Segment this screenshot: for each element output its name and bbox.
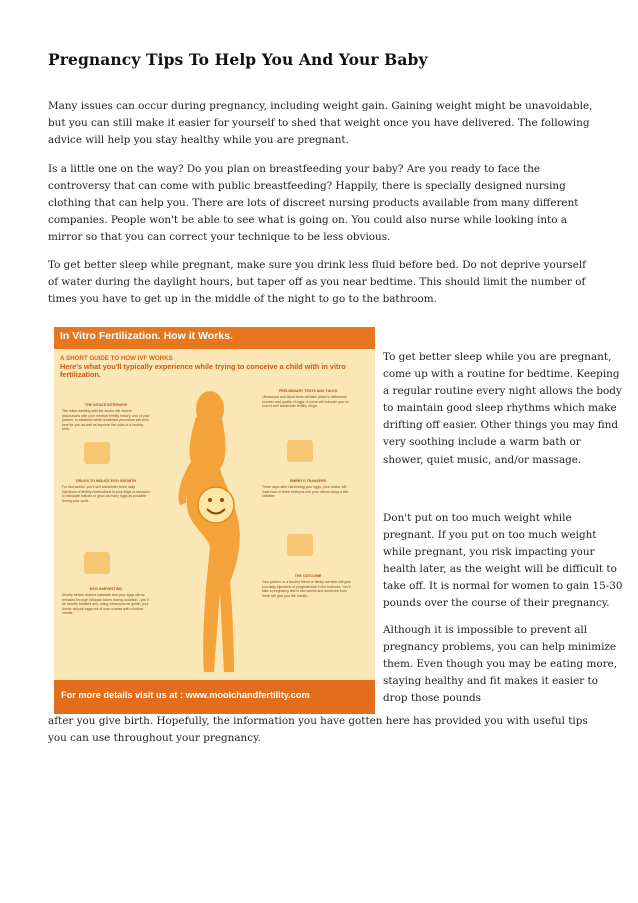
step-outcome: THE OUTCOME Your partner or a trusted friend or family member will give you daily injections of progesterone in the buttocks. You'll take a pregnancy test in two weeks and someone from there will give you the results. <box>262 574 351 598</box>
article-title: Pregnancy Tips To Help You And Your Baby <box>48 50 428 69</box>
closing-paragraph: after you give birth. Hopefully, the information you have gotten here has provided you with useful tips you can use throughout your pregnancy. <box>48 715 588 745</box>
step-embryo-transfer: EMBRYO TRANSFER Three days after harvesting your eggs, your doctor will insert two or three embryos into your uterus using a thin catheter. <box>262 479 349 498</box>
side-paragraph-1: To get better sleep while you are pregnant, come up with a routine for bedtime. Keeping a regular routine every night allows the body to maintain good sleep rhythms which make drifting off easier. Other things you may find very soothing include a warm bath or shower, quiet music, and/or massage. <box>383 351 622 466</box>
step-drugs-egg-growth: DRUGS TO INDUCE EGG GROWTH For two weeks, you'll self administer three daily injections of fertility medications in your thigh or stomach to stimulate follicles to grow as many eggs as possible during your cycle. <box>62 479 150 503</box>
smiley-icon <box>198 487 234 523</box>
side-paragraph-2: Don't put on too much weight while pregnant. If you put on too much weight while pregnant, you risk impacting your health later, as the weight will be difficult to take off. It is normal for women to gain 15-30 pounds over the course of their pregnancy. <box>383 512 623 610</box>
infographic-title: In Vitro Fertilization. How it Works. <box>60 330 233 342</box>
paragraph-3: To get better sleep while pregnant, make sure you drink less fluid before bed. Do not deprive yourself of water during the daylight hours, but taper off as you near bedtime. This should limit the number of times you have to get up in the middle of the night to go to the bathroom. <box>48 259 587 306</box>
clipboard-icon <box>84 442 110 464</box>
infographic-footer-link: For more details visit us at : www.moolchandfertility.com <box>61 690 310 700</box>
infographic-header <box>54 327 375 349</box>
ivf-infographic <box>54 327 375 714</box>
infographic-intro: Here's what you'll typically experience while trying to conceive a child with in vitro fertilization. <box>60 362 346 380</box>
step-preliminary-tests: PRELIMINARY TESTS AND TALKS Ultrasound and blood tests will take place to determine number and quality of eggs. A nurse will educate you on how to self administer fertility drugs. <box>262 389 349 408</box>
infographic-subtitle: A SHORT GUIDE TO HOW IVF WORKS <box>60 355 173 362</box>
syringe-icon <box>84 552 110 574</box>
paragraph-2: Is a little one on the way? Do you plan on breastfeeding your baby? Are you ready to face the controversy that can come with public breastfeeding? Happily, there is specially designed nursing clothing that can help you. There are lots of discreet nursing products available from many different companies. People won't be able to see what is going on. You could also nurse while looking into a mirror so that you can correct your technique to be less obvious. <box>48 163 579 244</box>
step-intake-interview: THE INTAKE INTERVIEW The initial meeting with the doctor will involve discussions with your medical fertility history, and of your partner, to establish which treatment procedure will work best for you as well as improve the odds of a healthy birth. <box>62 403 150 431</box>
embryo-icon <box>287 534 313 556</box>
pregnant-woman-figure-icon <box>150 387 270 677</box>
petri-dish-icon <box>287 440 313 462</box>
infographic-footer <box>54 680 375 714</box>
step-egg-harvesting: EGG HARVESTING Shortly before doctors calculate that your eggs will be released through fallopian tubes during ovulation - you'll be heavily sedated and, using ultrasound as guide, your doctor will pull eggs out of your ovaries with a hollow needle. <box>62 587 149 615</box>
paragraph-1: Many issues can occur during pregnancy, including weight gain. Gaining weight might be unavoidable, but you can still make it easier for yourself to shed that weight once you have delivered. The following advice will help you stay healthy while you are pregnant. <box>48 100 593 147</box>
side-paragraph-3: Although it is impossible to prevent all pregnancy problems, you can help minimize them. Even though you may be eating more, staying healthy and fit makes it easier to drop those pounds <box>383 624 617 705</box>
